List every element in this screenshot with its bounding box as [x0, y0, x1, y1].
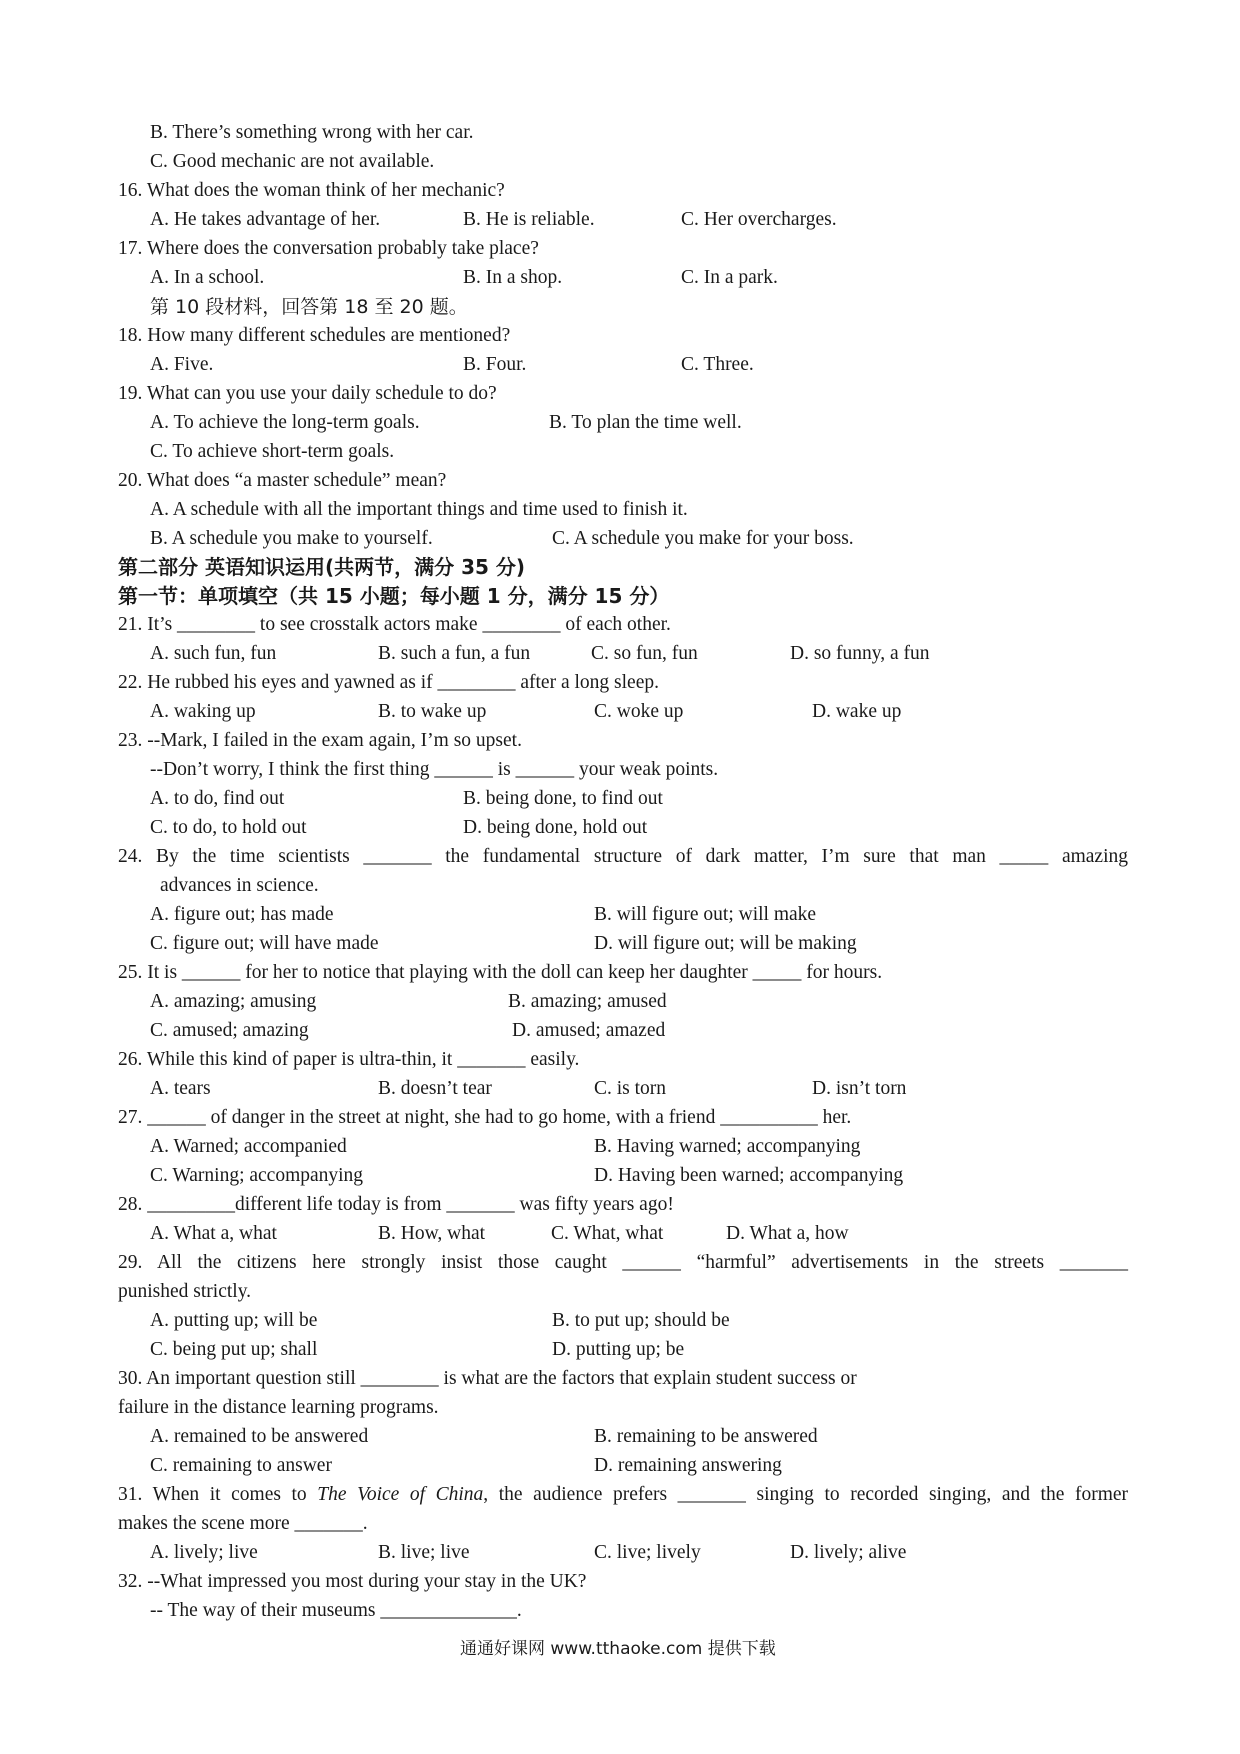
- text-line: 32. --What impressed you most during your stay in the UK?: [118, 1571, 587, 1592]
- text-line: 17. Where does the conversation probably take place?: [118, 238, 539, 259]
- text-line: 第 10 段材料，回答第 18 至 20 题。: [150, 296, 468, 318]
- text-line: A. figure out; has made: [150, 904, 334, 925]
- text-line: 26. While this kind of paper is ultra-thin, it _______ easily.: [118, 1049, 580, 1070]
- text-line: B. amazing; amused: [508, 991, 667, 1012]
- text-line: -- The way of their museums ______________.: [150, 1600, 522, 1621]
- text-line: B. live; live: [378, 1542, 470, 1563]
- text-line: B. A schedule you make to yourself.: [150, 528, 433, 549]
- text-line: C. In a park.: [681, 267, 778, 288]
- text-line: A. to do, find out: [150, 788, 285, 809]
- text-line: C. remaining to answer: [150, 1455, 332, 1476]
- text-run: , the audience prefers _______ singing to recorded singing, and the former: [483, 1484, 1129, 1505]
- text-run: 31. When it comes to: [118, 1484, 318, 1505]
- text-line: makes the scene more _______.: [118, 1513, 368, 1534]
- text-line: B. such a fun, a fun: [378, 643, 531, 664]
- text-line: B. In a shop.: [463, 267, 563, 288]
- text-line: D. so funny, a fun: [790, 643, 930, 664]
- text-line: C. Three.: [681, 354, 754, 375]
- text-line: A. amazing; amusing: [150, 991, 317, 1012]
- text-line: A. putting up; will be: [150, 1310, 318, 1331]
- text-line: C. A schedule you make for your boss.: [552, 528, 854, 549]
- text-line: D. putting up; be: [552, 1339, 685, 1360]
- text-line: B. will figure out; will make: [594, 904, 817, 925]
- text-line: A. A schedule with all the important things and time used to finish it.: [150, 499, 688, 520]
- text-line: B. doesn’t tear: [378, 1078, 492, 1099]
- text-line: C. live; lively: [594, 1542, 701, 1563]
- text-line: 24. By the time scientists _______ the fundamental structure of dark matter, I’m sure that man _____ amazing: [118, 846, 1128, 867]
- text-line: C. Warning; accompanying: [150, 1165, 364, 1186]
- italic-title: The Voice of China: [317, 1484, 484, 1505]
- text-line: D. will figure out; will be making: [594, 933, 857, 954]
- text-line: 18. How many different schedules are mentioned?: [118, 325, 511, 346]
- text-line: D. being done, hold out: [463, 817, 648, 838]
- text-line: C. woke up: [594, 701, 684, 722]
- text-line: C. Her overcharges.: [681, 209, 837, 230]
- text-line: A. He takes advantage of her.: [150, 209, 381, 230]
- text-line: B. He is reliable.: [463, 209, 595, 230]
- text-line: C. To achieve short-term goals.: [150, 441, 395, 462]
- text-line: 22. He rubbed his eyes and yawned as if ________ after a long sleep.: [118, 672, 659, 693]
- text-line: D. Having been warned; accompanying: [594, 1165, 904, 1186]
- text-line: --Don’t worry, I think the first thing ______ is ______ your weak points.: [150, 759, 719, 780]
- text-line: 21. It’s ________ to see crosstalk actors make ________ of each other.: [118, 614, 671, 635]
- text-line: C. is torn: [594, 1078, 667, 1099]
- text-line: C. being put up; shall: [150, 1339, 318, 1360]
- text-line: D. lively; alive: [790, 1542, 907, 1563]
- text-line: B. How, what: [378, 1223, 486, 1244]
- section-heading: 第二部分 英语知识运用(共两节，满分 35 分): [118, 555, 526, 579]
- text-line: C. figure out; will have made: [150, 933, 379, 954]
- text-line: 30. An important question still ________ is what are the factors that explain student success or: [118, 1368, 857, 1389]
- text-line: A. such fun, fun: [150, 643, 277, 664]
- text-line: D. amused; amazed: [512, 1020, 666, 1041]
- text-line: 25. It is ______ for her to notice that playing with the doll can keep her daughter _____ for hours.: [118, 962, 883, 983]
- text-line: B. To plan the time well.: [549, 412, 742, 433]
- text-line: A. remained to be answered: [150, 1426, 369, 1447]
- text-line: B. There’s something wrong with her car.: [150, 122, 474, 143]
- text-line: 23. --Mark, I failed in the exam again, I’m so upset.: [118, 730, 522, 751]
- text-line: B. Having warned; accompanying: [594, 1136, 861, 1157]
- text-line: failure in the distance learning programs.: [118, 1397, 439, 1418]
- text-line: D. wake up: [812, 701, 902, 722]
- text-line: C. amused; amazing: [150, 1020, 309, 1041]
- text-line: B. Four.: [463, 354, 527, 375]
- text-line: advances in science.: [160, 875, 319, 896]
- text-line: A. tears: [150, 1078, 211, 1099]
- text-line: A. In a school.: [150, 267, 265, 288]
- text-line: A. waking up: [150, 701, 256, 722]
- text-line: 27. ______ of danger in the street at night, she had to go home, with a friend __________ her.: [118, 1107, 852, 1128]
- text-line: 20. What does “a master schedule” mean?: [118, 470, 447, 491]
- question-line: [118, 1482, 1128, 1508]
- text-line: 16. What does the woman think of her mechanic?: [118, 180, 505, 201]
- text-line: A. Five.: [150, 354, 214, 375]
- text-line: C. so fun, fun: [591, 643, 698, 664]
- text-line: A. To achieve the long-term goals.: [150, 412, 420, 433]
- text-line: 19. What can you use your daily schedule to do?: [118, 383, 497, 404]
- text-line: D. isn’t torn: [812, 1078, 907, 1099]
- text-line: C. What, what: [551, 1223, 664, 1244]
- text-line: C. to do, to hold out: [150, 817, 307, 838]
- text-line: 28. _________different life today is from _______ was fifty years ago!: [118, 1194, 674, 1215]
- text-line: C. Good mechanic are not available.: [150, 151, 435, 172]
- section-heading: 第一节：单项填空（共 15 小题；每小题 1 分，满分 15 分）: [118, 584, 670, 608]
- text-line: B. being done, to find out: [463, 788, 663, 809]
- text-line: B. to put up; should be: [552, 1310, 730, 1331]
- text-line: punished strictly.: [118, 1281, 252, 1302]
- text-line: A. lively; live: [150, 1542, 258, 1563]
- page-footer: 通通好课网 www.tthaoke.com 提供下载: [460, 1639, 776, 1659]
- text-line: B. to wake up: [378, 701, 487, 722]
- text-line: D. What a, how: [726, 1223, 849, 1244]
- text-line: A. What a, what: [150, 1223, 277, 1244]
- text-line: 29. All the citizens here strongly insist those caught ______ “harmful” advertisements in the streets _______: [118, 1252, 1128, 1273]
- text-line: D. remaining answering: [594, 1455, 782, 1476]
- text-line: B. remaining to be answered: [594, 1426, 818, 1447]
- text-line: A. Warned; accompanied: [150, 1136, 347, 1157]
